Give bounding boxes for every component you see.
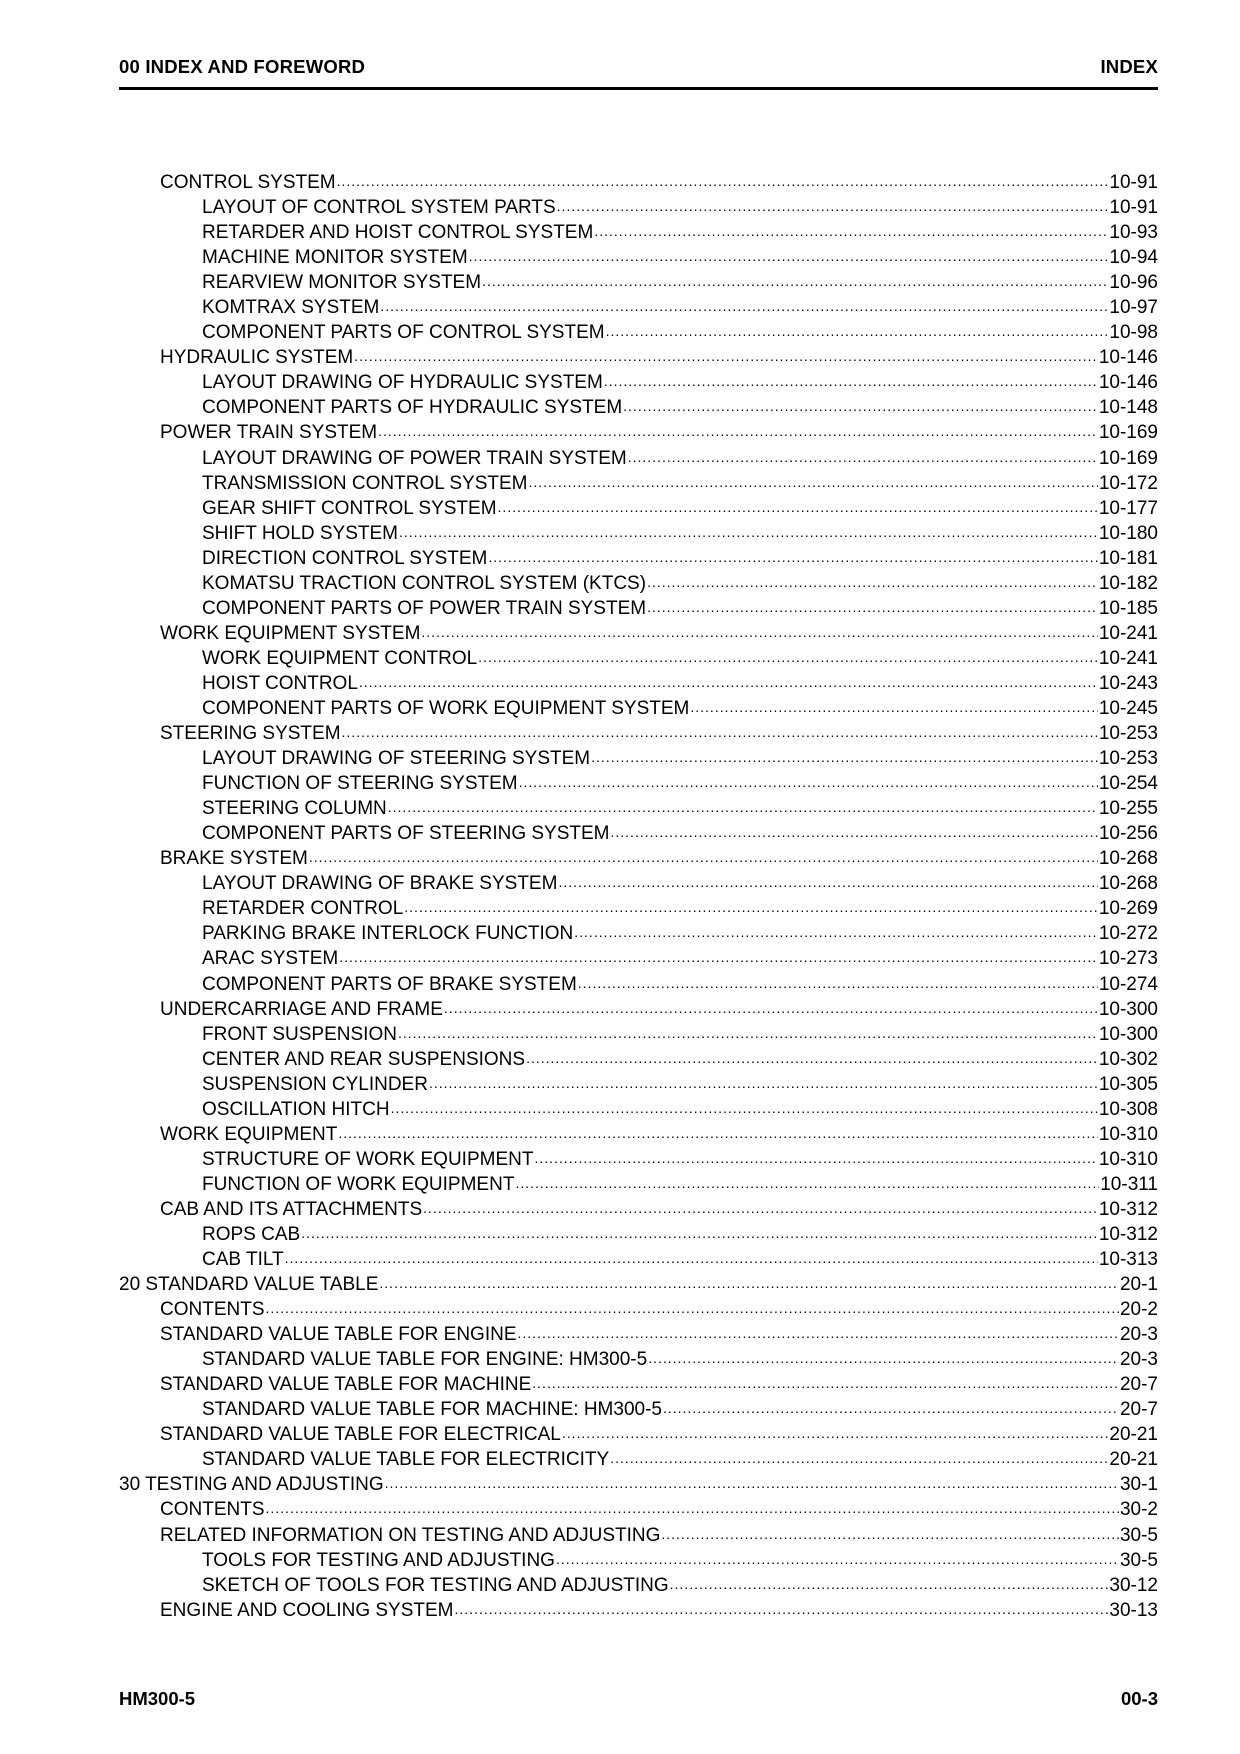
toc-dot-leader [398, 1021, 1098, 1046]
toc-entry-title: ENGINE AND COOLING SYSTEM [160, 1599, 454, 1621]
toc-entry-page: 10-310 [1098, 1148, 1158, 1170]
toc-dot-leader [661, 1522, 1119, 1547]
toc-dot-leader [379, 1271, 1119, 1296]
toc-entry [119, 1548, 1158, 1573]
toc-entry-title: FRONT SUSPENSION [202, 1023, 397, 1045]
header-section-title: 00 INDEX AND FOREWORD [119, 56, 366, 77]
toc-entry-title: HOIST CONTROL [202, 672, 358, 694]
toc-entry-title: LAYOUT DRAWING OF STEERING SYSTEM [202, 748, 591, 770]
toc-entry [119, 1122, 1158, 1147]
toc-dot-leader [423, 1196, 1098, 1221]
toc-entry [119, 771, 1158, 796]
toc-entry [119, 997, 1158, 1022]
toc-entry-page: 10-273 [1098, 948, 1158, 970]
toc-entry-page: 10-243 [1098, 672, 1158, 694]
toc-entry [119, 1297, 1158, 1322]
toc-entry-title: CONTENTS [160, 1299, 265, 1321]
toc-entry [119, 1272, 1158, 1297]
toc-entry-page: 10-98 [1109, 322, 1158, 344]
toc-entry-page: 10-311 [1100, 1173, 1158, 1195]
toc-entry-title: CAB TILT [202, 1249, 284, 1271]
toc-dot-leader [623, 394, 1098, 419]
toc-entry-page: 10-268 [1098, 848, 1158, 870]
toc-entry [119, 596, 1158, 621]
toc-dot-leader [266, 1496, 1119, 1521]
table-of-contents [119, 170, 1158, 1623]
toc-dot-leader [532, 1371, 1119, 1396]
toc-entry-page: 10-305 [1098, 1073, 1158, 1095]
toc-dot-leader [478, 645, 1098, 670]
toc-entry [119, 571, 1158, 596]
toc-entry [119, 1047, 1158, 1072]
toc-entry-page: 10-91 [1109, 172, 1158, 193]
toc-entry [119, 1172, 1158, 1197]
toc-entry [119, 1072, 1158, 1097]
toc-entry-page: 10-94 [1109, 247, 1158, 269]
toc-entry [119, 370, 1158, 395]
toc-dot-leader [444, 996, 1098, 1021]
toc-entry-page: 10-241 [1098, 622, 1158, 644]
toc-dot-leader [388, 795, 1098, 820]
toc-entry [119, 821, 1158, 846]
toc-entry-page: 10-185 [1098, 597, 1158, 619]
toc-entry-page: 10-97 [1109, 297, 1158, 319]
toc-entry-title: LAYOUT DRAWING OF HYDRAULIC SYSTEM [202, 372, 603, 394]
toc-dot-leader [557, 194, 1109, 219]
toc-entry [119, 846, 1158, 871]
toc-entry [119, 270, 1158, 295]
toc-entry-page: 30-13 [1109, 1599, 1158, 1621]
toc-dot-leader [482, 269, 1108, 294]
toc-entry-title: BRAKE SYSTEM [160, 848, 308, 870]
toc-entry-title: COMPONENT PARTS OF POWER TRAIN SYSTEM [202, 597, 647, 619]
toc-entry-page: 10-310 [1098, 1123, 1158, 1145]
toc-entry [119, 972, 1158, 997]
toc-entry-title: 20 STANDARD VALUE TABLE [119, 1274, 379, 1296]
toc-dot-leader [285, 1246, 1098, 1271]
toc-entry-title: OSCILLATION HITCH [202, 1098, 390, 1120]
toc-entry-title: COMPONENT PARTS OF CONTROL SYSTEM [202, 322, 605, 344]
toc-dot-leader [647, 570, 1098, 595]
toc-dot-leader [562, 1421, 1109, 1446]
toc-entry-title: FUNCTION OF STEERING SYSTEM [202, 773, 518, 795]
toc-entry [119, 320, 1158, 345]
toc-entry-page: 30-5 [1119, 1549, 1158, 1571]
toc-dot-leader [469, 244, 1109, 269]
toc-entry-title: STANDARD VALUE TABLE FOR ELECTRICAL [160, 1424, 561, 1446]
toc-entry-title: GEAR SHIFT CONTROL SYSTEM [202, 497, 497, 519]
toc-entry [119, 170, 1158, 195]
toc-entry [119, 1147, 1158, 1172]
toc-entry-page: 30-1 [1119, 1474, 1158, 1496]
toc-entry [119, 1397, 1158, 1422]
toc-entry-page: 20-3 [1119, 1324, 1158, 1346]
toc-entry-title: COMPONENT PARTS OF WORK EQUIPMENT SYSTEM [202, 697, 690, 719]
toc-entry-page: 10-169 [1098, 422, 1158, 444]
toc-dot-leader [594, 219, 1108, 244]
toc-dot-leader [309, 845, 1098, 870]
toc-entry-page: 10-274 [1098, 973, 1158, 995]
toc-dot-leader [663, 1396, 1119, 1421]
header-index-label: INDEX [1100, 56, 1158, 77]
toc-entry-title: TOOLS FOR TESTING AND ADJUSTING [202, 1549, 555, 1571]
toc-dot-leader [515, 1171, 1099, 1196]
toc-entry [119, 471, 1158, 496]
toc-entry [119, 1347, 1158, 1372]
toc-entry [119, 646, 1158, 671]
toc-entry-page: 10-177 [1098, 497, 1158, 519]
toc-dot-leader [342, 720, 1098, 745]
toc-dot-leader [378, 419, 1098, 444]
toc-entry-page: 10-312 [1098, 1198, 1158, 1220]
toc-entry-title: SHIFT HOLD SYSTEM [202, 522, 399, 544]
toc-entry-page: 10-169 [1098, 447, 1158, 469]
toc-entry-page: 10-241 [1098, 647, 1158, 669]
toc-entry [119, 871, 1158, 896]
toc-entry-page: 10-269 [1098, 898, 1158, 920]
toc-entry-title: STEERING COLUMN [202, 798, 387, 820]
toc-entry-page: 20-7 [1119, 1399, 1158, 1421]
toc-entry [119, 1573, 1158, 1598]
toc-entry-title: LAYOUT DRAWING OF POWER TRAIN SYSTEM [202, 447, 627, 469]
toc-entry [119, 796, 1158, 821]
toc-entry-title: PARKING BRAKE INTERLOCK FUNCTION [202, 923, 574, 945]
toc-entry-page: 30-12 [1109, 1574, 1158, 1596]
toc-dot-leader [574, 920, 1098, 945]
toc-entry [119, 1422, 1158, 1447]
toc-entry-title: SKETCH OF TOOLS FOR TESTING AND ADJUSTING [202, 1574, 669, 1596]
toc-entry-page: 10-253 [1098, 748, 1158, 770]
toc-dot-leader [606, 319, 1109, 344]
toc-entry-title: LAYOUT OF CONTROL SYSTEM PARTS [202, 197, 556, 219]
toc-entry [119, 621, 1158, 646]
toc-entry-page: 20-21 [1109, 1424, 1158, 1446]
toc-entry-page: 10-146 [1098, 372, 1158, 394]
toc-dot-leader [391, 1096, 1098, 1121]
toc-entry-page: 10-312 [1098, 1223, 1158, 1245]
toc-entry [119, 295, 1158, 320]
toc-entry-title: ROPS CAB [202, 1223, 301, 1245]
toc-entry-title: DIRECTION CONTROL SYSTEM [202, 547, 488, 569]
toc-entry-title: WORK EQUIPMENT [160, 1123, 338, 1145]
toc-entry-page: 10-172 [1098, 472, 1158, 494]
toc-entry-page: 20-7 [1119, 1374, 1158, 1396]
toc-entry-title: STANDARD VALUE TABLE FOR ENGINE: HM300-5 [202, 1349, 648, 1371]
toc-dot-leader [359, 670, 1098, 695]
toc-entry-title: KOMTRAX SYSTEM [202, 297, 380, 319]
toc-entry-page: 10-181 [1098, 547, 1158, 569]
toc-dot-leader [455, 1597, 1109, 1622]
toc-entry-page: 20-21 [1109, 1449, 1158, 1471]
toc-dot-leader [429, 1071, 1098, 1096]
toc-entry-page: 10-182 [1098, 572, 1158, 594]
toc-entry-page: 10-245 [1098, 697, 1158, 719]
toc-entry-title: HYDRAULIC SYSTEM [160, 347, 354, 369]
toc-dot-leader [690, 695, 1097, 720]
toc-entry-title: CAB AND ITS ATTACHMENTS [160, 1198, 423, 1220]
toc-entry [119, 1097, 1158, 1122]
toc-entry-title: WORK EQUIPMENT CONTROL [202, 647, 478, 669]
toc-entry-title: FUNCTION OF WORK EQUIPMENT [202, 1173, 515, 1195]
toc-dot-leader [611, 820, 1098, 845]
toc-entry [119, 1197, 1158, 1222]
toc-dot-leader [338, 1121, 1097, 1146]
toc-entry-page: 10-272 [1098, 923, 1158, 945]
toc-entry-title: CONTENTS [160, 1499, 265, 1521]
toc-entry [119, 671, 1158, 696]
toc-entry [119, 1372, 1158, 1397]
toc-entry-page: 10-180 [1098, 522, 1158, 544]
toc-entry-title: STANDARD VALUE TABLE FOR ELECTRICITY [202, 1449, 610, 1471]
toc-entry [119, 721, 1158, 746]
toc-entry-title: RETARDER CONTROL [202, 898, 404, 920]
toc-entry [119, 1022, 1158, 1047]
toc-entry [119, 696, 1158, 721]
toc-entry [119, 1247, 1158, 1272]
toc-dot-leader [628, 445, 1098, 470]
toc-entry [119, 1222, 1158, 1247]
toc-entry [119, 521, 1158, 546]
toc-entry-title: CONTROL SYSTEM [160, 172, 336, 193]
toc-entry-title: RELATED INFORMATION ON TESTING AND ADJUSTING [160, 1524, 661, 1546]
toc-dot-leader [337, 169, 1109, 194]
toc-entry [119, 946, 1158, 971]
toc-dot-leader [648, 1346, 1119, 1371]
toc-dot-leader [399, 520, 1098, 545]
toc-entry-page: 30-2 [1119, 1499, 1158, 1521]
footer-model: HM300-5 [119, 1688, 196, 1709]
toc-dot-leader [519, 770, 1098, 795]
toc-dot-leader [578, 971, 1098, 996]
toc-entry-title: COMPONENT PARTS OF STEERING SYSTEM [202, 823, 610, 845]
toc-entry [119, 345, 1158, 370]
toc-entry [119, 1447, 1158, 1472]
toc-entry-title: POWER TRAIN SYSTEM [160, 422, 378, 444]
toc-entry [119, 395, 1158, 420]
toc-entry-page: 10-255 [1098, 798, 1158, 820]
toc-entry-page: 10-91 [1109, 197, 1158, 219]
toc-entry [119, 1598, 1158, 1623]
toc-entry [119, 496, 1158, 521]
toc-dot-leader [556, 1547, 1119, 1572]
toc-entry [119, 220, 1158, 245]
toc-entry-page: 10-96 [1109, 272, 1158, 294]
toc-entry-page: 20-2 [1119, 1299, 1158, 1321]
toc-dot-leader [421, 620, 1097, 645]
toc-dot-leader [529, 470, 1098, 495]
page-header [119, 56, 1158, 78]
toc-entry [119, 921, 1158, 946]
toc-entry-title: TRANSMISSION CONTROL SYSTEM [202, 472, 528, 494]
toc-entry-title: CENTER AND REAR SUSPENSIONS [202, 1048, 526, 1070]
toc-entry-title: RETARDER AND HOIST CONTROL SYSTEM [202, 222, 594, 244]
toc-dot-leader [604, 369, 1098, 394]
toc-entry-title: COMPONENT PARTS OF BRAKE SYSTEM [202, 973, 577, 995]
toc-entry-title: STANDARD VALUE TABLE FOR ENGINE [160, 1324, 517, 1346]
page-footer [119, 1688, 1158, 1710]
toc-entry-title: COMPONENT PARTS OF HYDRAULIC SYSTEM [202, 397, 623, 419]
toc-entry [119, 546, 1158, 571]
toc-entry-page: 10-300 [1098, 998, 1158, 1020]
toc-entry [119, 1322, 1158, 1347]
toc-entry-page: 10-254 [1098, 773, 1158, 795]
toc-entry [119, 446, 1158, 471]
toc-entry [119, 1523, 1158, 1548]
toc-entry-page: 10-146 [1098, 347, 1158, 369]
toc-entry-page: 10-253 [1098, 723, 1158, 745]
toc-dot-leader [385, 1471, 1119, 1496]
toc-entry-page: 20-1 [1119, 1274, 1158, 1296]
toc-entry-title: MACHINE MONITOR SYSTEM [202, 247, 468, 269]
toc-dot-leader [266, 1296, 1119, 1321]
toc-dot-leader [518, 1321, 1119, 1346]
toc-dot-leader [354, 344, 1098, 369]
toc-entry [119, 896, 1158, 921]
toc-entry-title: WORK EQUIPMENT SYSTEM [160, 622, 421, 644]
toc-entry-page: 30-5 [1119, 1524, 1158, 1546]
toc-entry [119, 1472, 1158, 1497]
toc-entry-title: STANDARD VALUE TABLE FOR MACHINE: HM300-5 [202, 1399, 662, 1421]
header-rule [119, 87, 1158, 90]
toc-entry-page: 20-3 [1119, 1349, 1158, 1371]
toc-entry-page: 10-308 [1098, 1098, 1158, 1120]
footer-page-number: 00-3 [1120, 1688, 1158, 1709]
toc-entry [119, 245, 1158, 270]
toc-entry-title: LAYOUT DRAWING OF BRAKE SYSTEM [202, 873, 558, 895]
toc-entry-page: 10-256 [1098, 823, 1158, 845]
toc-entry-title: KOMATSU TRACTION CONTROL SYSTEM (KTCS) [202, 572, 647, 594]
toc-entry-page: 10-300 [1098, 1023, 1158, 1045]
toc-entry [119, 420, 1158, 445]
toc-entry [119, 1497, 1158, 1522]
toc-dot-leader [558, 870, 1097, 895]
toc-entry-page: 10-268 [1098, 873, 1158, 895]
toc-dot-leader [498, 495, 1098, 520]
toc-entry-page: 10-302 [1098, 1048, 1158, 1070]
toc-dot-leader [647, 595, 1098, 620]
toc-dot-leader [488, 545, 1097, 570]
toc-dot-leader [591, 745, 1098, 770]
toc-entry-page: 10-148 [1098, 397, 1158, 419]
toc-dot-leader [526, 1046, 1098, 1071]
toc-dot-leader [610, 1446, 1108, 1471]
toc-entry-title: REARVIEW MONITOR SYSTEM [202, 272, 482, 294]
toc-dot-leader [301, 1221, 1098, 1246]
toc-entry-page: 10-313 [1098, 1249, 1158, 1271]
toc-dot-leader [534, 1146, 1097, 1171]
toc-entry [119, 746, 1158, 771]
toc-entry-title: STANDARD VALUE TABLE FOR MACHINE [160, 1374, 532, 1396]
toc-entry [119, 195, 1158, 220]
toc-entry-title: STEERING SYSTEM [160, 723, 341, 745]
toc-dot-leader [670, 1572, 1109, 1597]
toc-dot-leader [404, 895, 1098, 920]
toc-dot-leader [380, 294, 1108, 319]
toc-dot-leader [339, 945, 1098, 970]
toc-entry-title: UNDERCARRIAGE AND FRAME [160, 998, 443, 1020]
toc-entry-title: SUSPENSION CYLINDER [202, 1073, 428, 1095]
toc-entry-title: STRUCTURE OF WORK EQUIPMENT [202, 1148, 534, 1170]
toc-entry-title: 30 TESTING AND ADJUSTING [119, 1474, 384, 1496]
toc-entry-title: ARAC SYSTEM [202, 948, 339, 970]
toc-entry-page: 10-93 [1109, 222, 1158, 244]
